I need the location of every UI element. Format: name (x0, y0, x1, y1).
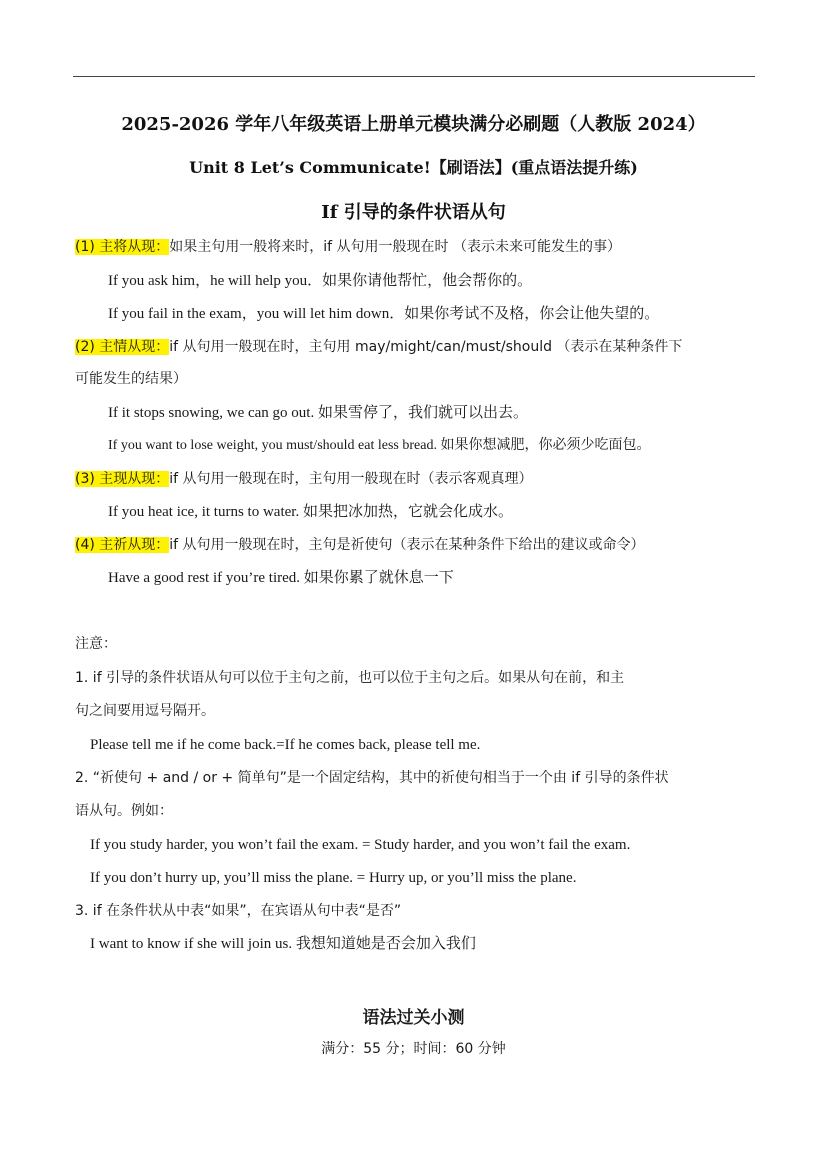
rule-2-example-1: If it stops snowing, we can go out. 如果雪停了，我们就可以出去。 (108, 405, 528, 421)
rule-3 (75, 469, 533, 489)
rule-4-example-1: Have a good rest if you’re tired. 如果你累了就休息一下 (108, 570, 454, 586)
unit-subtitle: Unit 8 Let’s Communicate!【刷语法】(重点语法提升练) (189, 158, 638, 177)
rule-4-label: (4) 主祈从现： (75, 537, 170, 553)
quiz-title: 语法过关小测 (362, 1008, 465, 1028)
rule-3-label: (3) 主现从现： (75, 471, 170, 487)
rule-2-desc: if 从句用一般现在时，主句用 may/might/can/must/should （表示在某种条件下 (169, 339, 683, 355)
rule-4 (75, 535, 645, 555)
rule-2-desc-cont: 可能发生的结果） (75, 371, 187, 387)
note-1-example: Please tell me if he come back.=If he comes back, please tell me. (90, 737, 481, 753)
rule-3-example-1: If you heat ice, it turns to water. 如果把冰加热，它就会化成水。 (108, 504, 513, 520)
note-1: 1. if 引导的条件状语从句可以位于主句之前，也可以位于主句之后。如果从句在前，和主 (75, 670, 625, 686)
header-rule (73, 76, 755, 77)
rule-1-example-1: If you ask him，he will help you．如果你请他帮忙，他会帮你的。 (108, 273, 533, 289)
note-3: 3. if 在条件状从中表“如果”，在宾语从句中表“是否” (75, 903, 402, 919)
note-2-example-1: If you study harder, you won’t fail the exam. = Study harder, and you won’t fail the exam. (90, 837, 631, 853)
rule-2 (75, 337, 682, 357)
rule-1-label: (1) 主将从现： (75, 239, 170, 255)
rule-1-desc: 如果主句用一般将来时，if 从句用一般现在时 （表示未来可能发生的事） (169, 239, 621, 255)
note-2-cont: 语从句。例如： (75, 803, 173, 819)
note-2: 2. “祈使句 + and / or + 简单句”是一个固定结构，其中的祈使句相当于一个由 if 引导的条件状 (75, 770, 669, 786)
rule-2-example-2: If you want to lose weight, you must/should eat less bread. 如果你想减肥，你必须少吃面包。 (108, 438, 651, 453)
rule-3-desc: if 从句用一般现在时，主句用一般现在时（表示客观真理） (169, 471, 533, 487)
note-2-example-2: If you don’t hurry up, you’ll miss the plane. = Hurry up, or you’ll miss the plane. (90, 870, 577, 886)
rule-1-example-2: If you fail in the exam，you will let him down．如果你考试不及格，你会让他失望的。 (108, 306, 660, 322)
notes-heading: 注意： (75, 636, 117, 652)
note-1-cont: 句之间要用逗号隔开。 (75, 703, 215, 719)
grammar-topic: If 引导的条件状语从句 (321, 202, 506, 223)
quiz-info: 满分：55 分；时间：60 分钟 (321, 1041, 506, 1057)
rule-2-label: (2) 主情从现： (75, 339, 170, 355)
rule-4-desc: if 从句用一般现在时，主句是祈使句（表示在某种条件下给出的建议或命令） (169, 537, 645, 553)
rule-1 (75, 237, 621, 257)
page-title: 2025-2026 学年八年级英语上册单元模块满分必刷题（人教版 2024） (121, 114, 706, 135)
note-3-example: I want to know if she will join us. 我想知道她是否会加入我们 (90, 936, 476, 952)
